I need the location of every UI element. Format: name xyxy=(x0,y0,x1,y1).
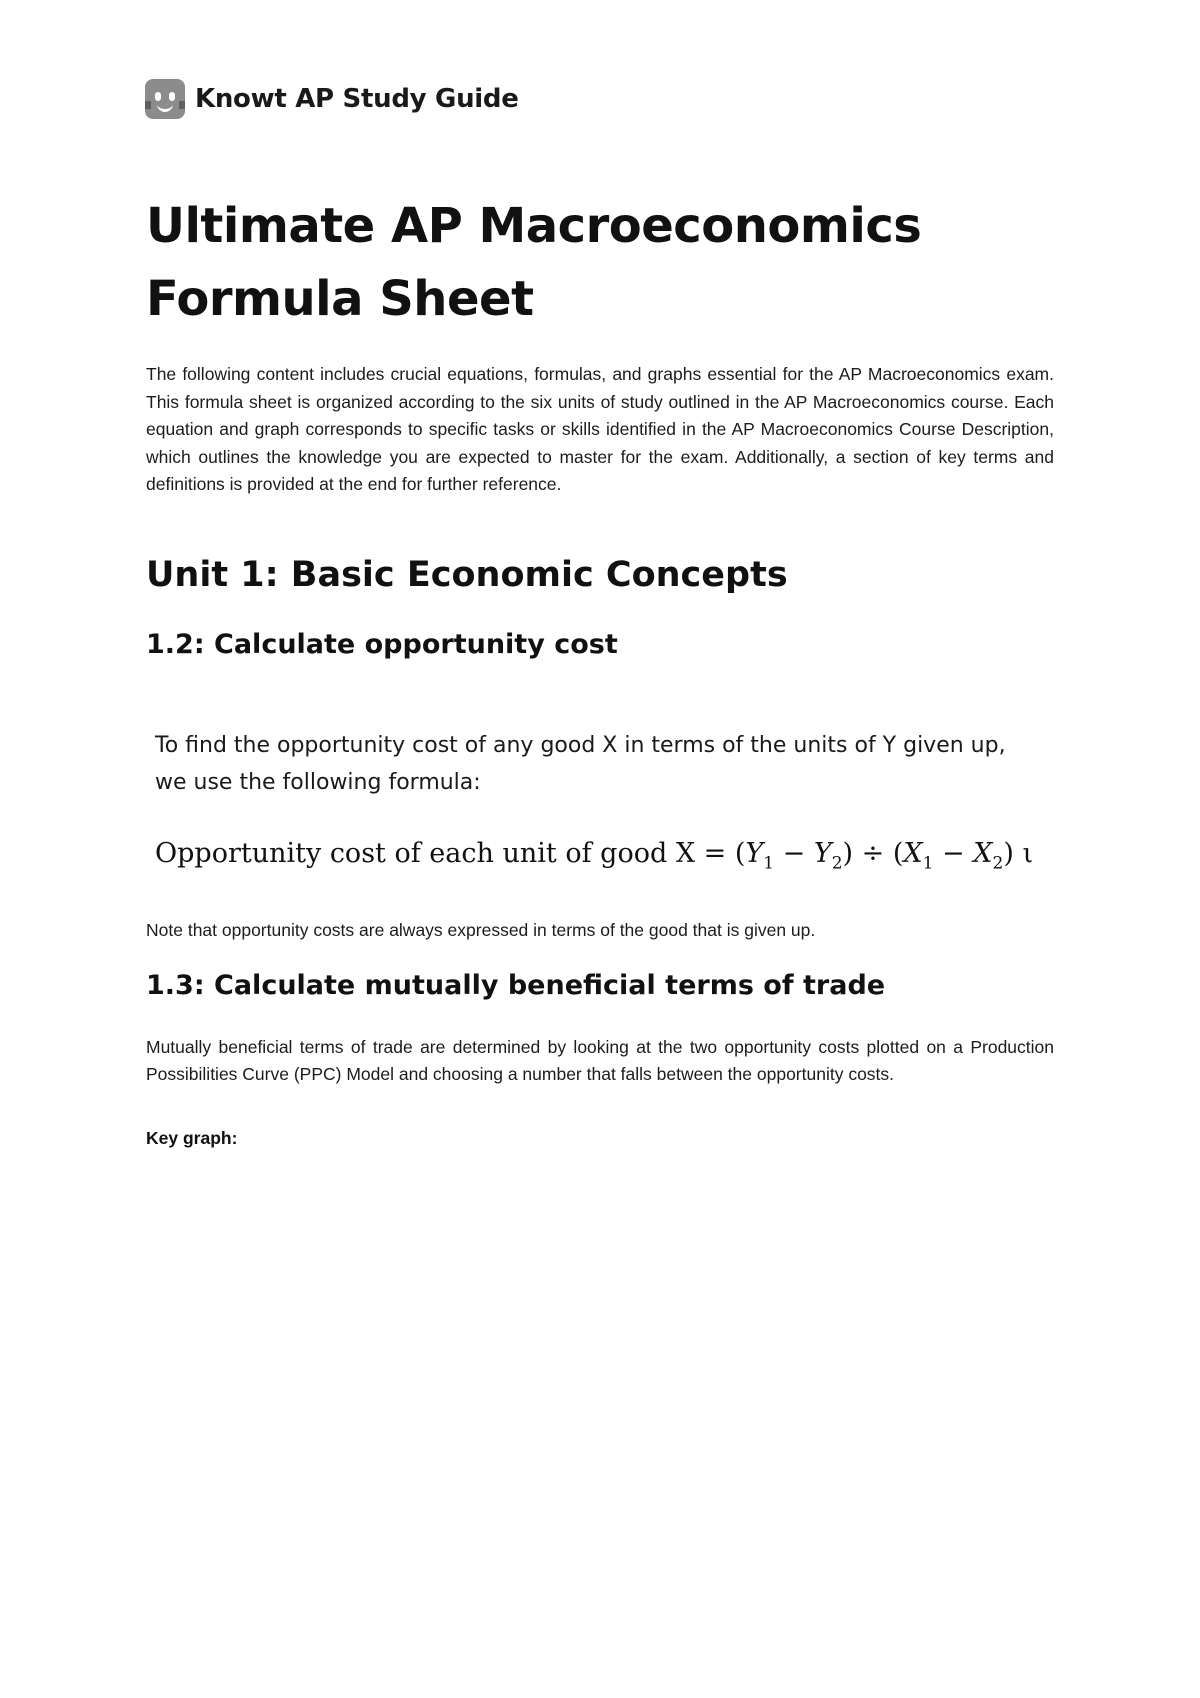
equation-y1-var: Y xyxy=(745,838,764,869)
intro-paragraph: The following content includes crucial equations, formulas, and graphs essential for the AP Macroeconomics exam. This formula sheet is organized according to the six units of study outlined in the AP Macroeconomics course. Each equation and graph corresponds to specific tasks or skills identified in the AP Macroeconomics Course Description, which outlines the knowledge you are expected to master for the exam. Additionally, a section of key terms and definitions is provided at the end for further reference. xyxy=(146,364,1054,495)
equation-y1-sub: 1 xyxy=(763,853,775,874)
opportunity-cost-note: Note that opportunity costs are always expressed in terms of the good that is given up. xyxy=(146,920,816,940)
equation-divide: ÷ xyxy=(861,838,885,869)
page-title: Ultimate AP Macroeconomics Formula Sheet xyxy=(146,198,922,327)
equation-minus-1: − xyxy=(782,838,806,869)
unit-1-heading: Unit 1: Basic Economic Concepts xyxy=(146,555,788,595)
brand-header xyxy=(145,78,519,120)
brand-name: Knowt AP Study Guide xyxy=(195,84,519,114)
equation-x2-sub: 2 xyxy=(992,853,1004,874)
equation-y2-var: Y xyxy=(813,838,832,869)
opportunity-cost-equation: Opportunity cost of each unit of good $X = (Y_1 - Y_2) \div (X_1 - X_2)$ ι xyxy=(155,838,1034,874)
formula-intro-line-2: we use the following formula: xyxy=(155,770,481,795)
formula-intro xyxy=(155,727,1055,801)
equation-x1-sub: 1 xyxy=(922,853,934,874)
equation-x2-var: X xyxy=(973,838,993,869)
key-graph-label: Key graph: xyxy=(146,1128,238,1148)
knowt-mascot-icon xyxy=(145,79,185,119)
equation-equals: = xyxy=(703,838,727,869)
section-1-3-heading: 1.3: Calculate mutually beneficial terms of trade xyxy=(146,970,886,1001)
equation-trailing: ι xyxy=(1022,838,1034,869)
equation-y2-sub: 2 xyxy=(831,853,843,874)
formula-intro-line-1: To find the opportunity cost of any good X in terms of the units of Y given up, xyxy=(155,733,1006,758)
equation-x1-var: X xyxy=(903,838,923,869)
equation-lhs: Opportunity cost of each unit of good X xyxy=(155,838,696,869)
terms-of-trade-paragraph: Mutually beneficial terms of trade are determined by looking at the two opportunity costs plotted on a Production Possibilities Curve (PPC) Model and choosing a number that falls between the opportunity costs. xyxy=(146,1037,1054,1084)
equation-minus-2: − xyxy=(942,838,965,869)
section-1-2-heading: 1.2: Calculate opportunity cost xyxy=(146,629,618,660)
